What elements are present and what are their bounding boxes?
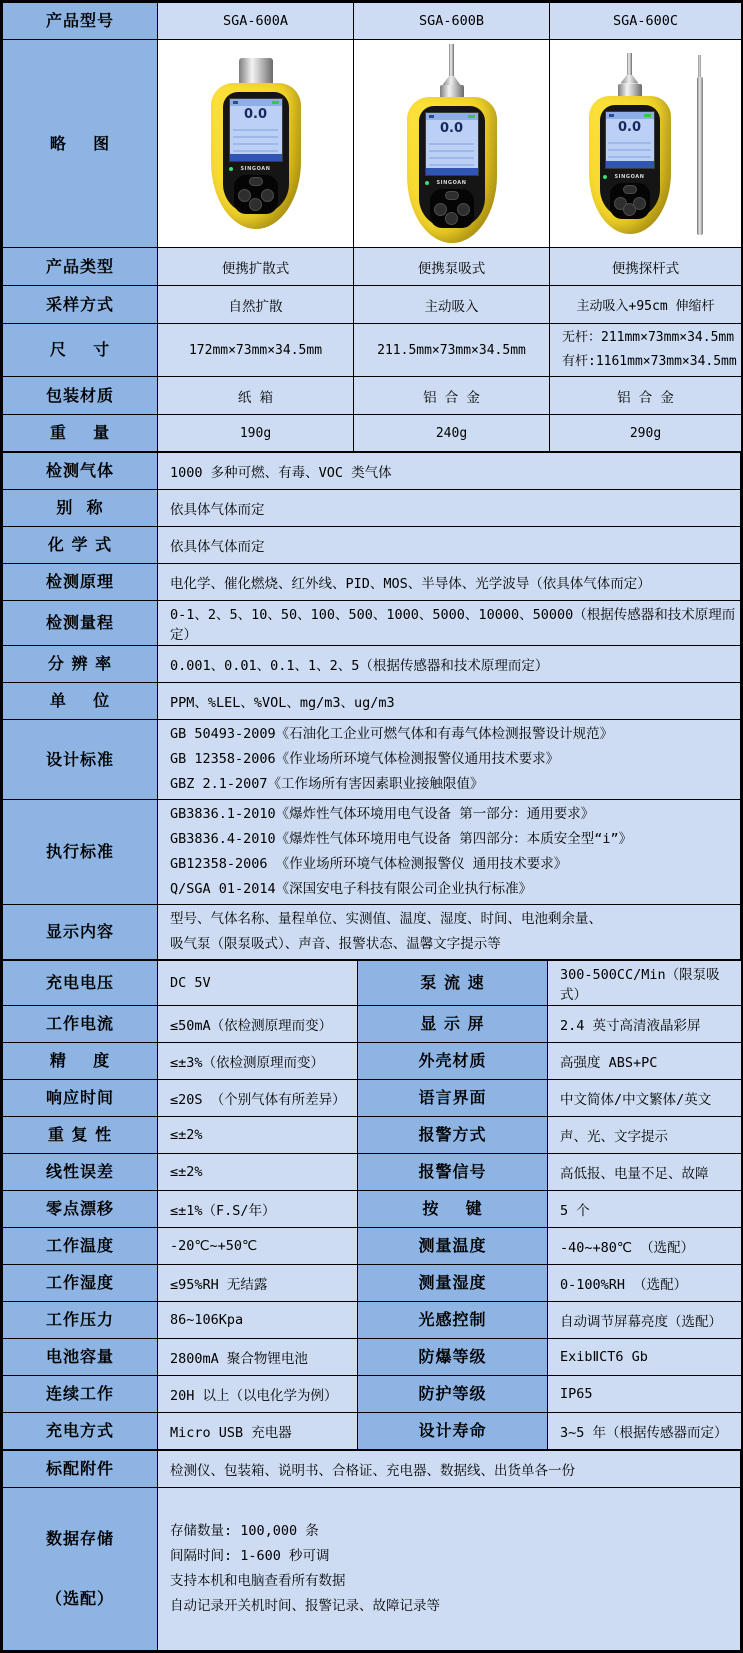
data-storage-line: 支持本机和电脑查看所有数据 <box>170 1573 346 1589</box>
table-row <box>3 1228 742 1265</box>
table-row <box>3 683 741 720</box>
probe-cone-icon <box>621 75 639 84</box>
label-measure-humidity: 测量湿度 <box>358 1265 548 1302</box>
value-working-pressure: 86~106Kpa <box>158 1302 358 1339</box>
screen-reading: 0.0 <box>617 119 642 135</box>
label-product-model: 产品型号 <box>3 3 158 40</box>
data-storage-label-line: 数据存储 <box>45 1529 114 1548</box>
value-exec-standard <box>158 800 741 905</box>
standard-line: GB3836.4-2010《爆炸性气体环境用电气设备 第四部分：本质安全型“i”》 <box>170 831 633 847</box>
table-row <box>3 961 742 1006</box>
key-button <box>623 185 637 194</box>
table-row <box>3 3 742 40</box>
value-packaging-b: 铝 合 金 <box>354 377 550 415</box>
pump-probe-icon <box>449 44 454 76</box>
screen-reading: 0.0 <box>439 121 464 136</box>
value-detect-range: 0-1、2、5、10、50、100、500、1000、5000、10000、50000（根据传感器和技术原理而定） <box>158 601 741 646</box>
table-row <box>3 1339 742 1376</box>
value-response-time: ≤20S （个别气体有所差异） <box>158 1080 358 1117</box>
value-charge-method: Micro USB 充电器 <box>158 1413 358 1450</box>
label-dimensions: 尺 寸 <box>3 324 158 377</box>
value-dimensions-a: 172mm×73mm×34.5mm <box>158 324 354 377</box>
table-row <box>3 377 742 415</box>
value-model-b: SGA-600B <box>354 3 550 40</box>
value-repeatability: ≤±2% <box>158 1117 358 1154</box>
label-measure-temp: 测量温度 <box>358 1228 548 1265</box>
probe-cone-icon <box>443 76 461 85</box>
value-explosion-rating: ExibⅡCT6 Gb <box>548 1339 742 1376</box>
table-row <box>3 646 741 683</box>
table-row <box>3 453 741 490</box>
table-row <box>3 1080 742 1117</box>
sensor-cap-icon <box>239 58 273 86</box>
table-row <box>3 1191 742 1228</box>
label-keys: 按 键 <box>358 1191 548 1228</box>
device-body <box>407 97 497 243</box>
label-exec-standard: 执行标准 <box>3 800 158 905</box>
label-repeatability: 重 复 性 <box>3 1117 158 1154</box>
table-row <box>3 1154 742 1191</box>
table-row <box>3 1376 742 1413</box>
value-sampling-b: 主动吸入 <box>354 286 550 324</box>
led-indicator-icon <box>603 175 607 179</box>
led-indicator-icon <box>229 167 233 171</box>
value-sampling-c: 主动吸入+95cm 伸缩杆 <box>550 286 742 324</box>
device-image-sga-600c <box>589 53 671 234</box>
standard-line: GB3836.1-2010《爆炸性气体环境用电气设备 第一部分：通用要求》 <box>170 806 595 822</box>
value-product-type-b: 便携泵吸式 <box>354 248 550 286</box>
label-weight: 重 量 <box>3 415 158 452</box>
battery-icon <box>468 115 475 118</box>
value-resolution: 0.001、0.01、0.1、1、2、5（根据传感器和技术原理而定） <box>158 646 741 683</box>
standard-line: GB 50493-2009《石油化工企业可燃气体和有毒气体检测报警设计规范》 <box>170 726 614 742</box>
table-row <box>3 1265 742 1302</box>
label-detect-principle: 检测原理 <box>3 564 158 601</box>
value-alarm-mode: 声、光、文字提示 <box>548 1117 742 1154</box>
key-button <box>457 203 470 216</box>
table-row <box>3 1488 741 1651</box>
label-detect-range: 检测量程 <box>3 601 158 646</box>
value-alarm-signal: 高低报、电量不足、故障 <box>548 1154 742 1191</box>
table-row <box>3 286 742 324</box>
label-product-type: 产品类型 <box>3 248 158 286</box>
label-response-time: 响应时间 <box>3 1080 158 1117</box>
value-working-humidity: ≤95%RH 无结露 <box>158 1265 358 1302</box>
value-chemical-formula: 依具体气体而定 <box>158 527 741 564</box>
value-sampling-a: 自然扩散 <box>158 286 354 324</box>
led-indicator-icon <box>425 181 429 185</box>
value-weight-c: 290g <box>550 415 742 452</box>
label-zero-drift: 零点漂移 <box>3 1191 158 1228</box>
device-body <box>589 96 671 234</box>
label-working-current: 工作电流 <box>3 1006 158 1043</box>
label-design-standard: 设计标准 <box>3 720 158 800</box>
value-model-a: SGA-600A <box>158 3 354 40</box>
label-display-screen: 显 示 屏 <box>358 1006 548 1043</box>
sketch-cell-b <box>354 40 550 248</box>
value-unit: PPM、%LEL、%VOL、mg/m3、ug/m3 <box>158 683 741 720</box>
dimension-line: 无杆：211mm×73mm×34.5mm <box>562 330 735 345</box>
table-row <box>3 564 741 601</box>
value-packaging-c: 铝 合 金 <box>550 377 742 415</box>
value-display-screen: 2.4 英寸高清液晶彩屏 <box>548 1006 742 1043</box>
screen-reading: 0.0 <box>243 107 268 122</box>
battery-icon <box>644 114 651 117</box>
table-row <box>3 1117 742 1154</box>
value-zero-drift: ≤±1%（F.S/年） <box>158 1191 358 1228</box>
data-storage-line: 间隔时间: 1-600 秒可调 <box>170 1548 330 1564</box>
label-display-content: 显示内容 <box>3 905 158 960</box>
device-image-sga-600a <box>211 58 301 229</box>
signal-icon <box>609 114 614 117</box>
table-row <box>3 490 741 527</box>
key-button <box>445 212 458 225</box>
table-row <box>3 415 742 452</box>
data-storage-line: 自动记录开关机时间、报警记录、故障记录等 <box>170 1598 440 1614</box>
label-battery-capacity: 电池容量 <box>3 1339 158 1376</box>
label-alarm-mode: 报警方式 <box>358 1117 548 1154</box>
value-shell-material: 高强度 ABS+PC <box>548 1043 742 1080</box>
value-data-storage <box>158 1488 741 1651</box>
value-alias: 依具体气体而定 <box>158 490 741 527</box>
label-alarm-signal: 报警信号 <box>358 1154 548 1191</box>
value-product-type-a: 便携扩散式 <box>158 248 354 286</box>
brand-label: SINGOAN <box>436 180 467 187</box>
label-pump-flow: 泵 流 速 <box>358 961 548 1006</box>
value-accessories: 检测仪、包装箱、说明书、合格证、充电器、数据线、出货单各一份 <box>158 1451 741 1488</box>
product-comparison-table <box>2 2 742 452</box>
brand-label: SINGOAN <box>614 173 645 180</box>
table-row <box>3 1302 742 1339</box>
value-accuracy: ≤±3%（依检测原理而变） <box>158 1043 358 1080</box>
value-working-current: ≤50mA（依检测原理而变） <box>158 1006 358 1043</box>
data-storage-line: 存储数量: 100,000 条 <box>170 1523 319 1539</box>
pump-probe-icon <box>627 53 632 75</box>
lcd-screen <box>425 112 479 176</box>
label-charge-method: 充电方式 <box>3 1413 158 1450</box>
label-resolution: 分 辨 率 <box>3 646 158 683</box>
label-unit: 单 位 <box>3 683 158 720</box>
value-detect-gas: 1000 多种可燃、有毒、VOC 类气体 <box>158 453 741 490</box>
keypad <box>234 175 278 214</box>
key-button <box>623 203 636 216</box>
value-language-ui: 中文简体/中文繁体/英文 <box>548 1080 742 1117</box>
label-working-humidity: 工作湿度 <box>3 1265 158 1302</box>
lcd-screen <box>229 98 283 162</box>
label-light-control: 光感控制 <box>358 1302 548 1339</box>
screen-status-bar <box>426 168 478 175</box>
value-dimensions-c <box>550 324 742 377</box>
value-keys: 5 个 <box>548 1191 742 1228</box>
label-sketch: 略 图 <box>3 40 158 248</box>
label-accuracy: 精 度 <box>3 1043 158 1080</box>
screen-info-rows <box>233 124 279 153</box>
label-data-storage <box>3 1488 158 1651</box>
detail-spec-table <box>2 960 742 1450</box>
label-alias: 别 称 <box>3 490 158 527</box>
lcd-screen <box>605 111 655 170</box>
value-measure-temp: -40~+80℃ （选配） <box>548 1228 742 1265</box>
value-continuous-work: 20H 以上（以电化学为例） <box>158 1376 358 1413</box>
label-explosion-rating: 防爆等级 <box>358 1339 548 1376</box>
screen-status-bar <box>606 161 654 168</box>
standard-line: GBZ 2.1-2007《工作场所有害因素职业接触限值》 <box>170 776 484 792</box>
value-detect-principle: 电化学、催化燃烧、红外线、PID、MOS、半导体、光学波导（依具体气体而定） <box>158 564 741 601</box>
value-working-temp: -20℃~+50℃ <box>158 1228 358 1265</box>
key-button <box>434 203 447 216</box>
table-row <box>3 324 742 377</box>
value-model-c: SGA-600C <box>550 3 742 40</box>
standard-line: GB 12358-2006《作业场所环境气体检测报警仪通用技术要求》 <box>170 751 560 767</box>
screen-status-bar <box>230 154 282 161</box>
label-sampling-method: 采样方式 <box>3 286 158 324</box>
value-design-standard <box>158 720 741 800</box>
sketch-cell-c <box>550 40 742 248</box>
standard-line: GB12358-2006 《作业场所环境气体检测报警仪 通用技术要求》 <box>170 856 568 872</box>
display-content-line: 吸气泵（限泵吸式）、声音、报警状态、温馨文字提示等 <box>170 936 501 952</box>
label-continuous-work: 连续工作 <box>3 1376 158 1413</box>
key-button <box>249 177 263 186</box>
value-display-content <box>158 905 741 960</box>
key-button <box>445 191 459 200</box>
keypad <box>430 189 474 228</box>
label-shell-material: 外壳材质 <box>358 1043 548 1080</box>
value-protection-rating: IP65 <box>548 1376 742 1413</box>
table-row <box>3 720 741 800</box>
standard-line: Q/SGA 01-2014《深国安电子科技有限公司企业执行标准》 <box>170 881 533 897</box>
sketch-cell-a <box>158 40 354 248</box>
table-row <box>3 1006 742 1043</box>
value-weight-a: 190g <box>158 415 354 452</box>
label-language-ui: 语言界面 <box>358 1080 548 1117</box>
display-content-line: 型号、气体名称、量程单位、实测值、温度、湿度、时间、电池剩余量、 <box>170 911 602 927</box>
label-chemical-formula: 化 学 式 <box>3 527 158 564</box>
telescopic-rod-icon <box>697 77 703 235</box>
device-image-sga-600b <box>407 44 497 243</box>
value-design-life: 3~5 年（根据传感器而定） <box>548 1413 742 1450</box>
table-row <box>3 1451 741 1488</box>
keypad <box>610 183 650 218</box>
bottom-table <box>2 1450 741 1651</box>
label-working-temp: 工作温度 <box>3 1228 158 1265</box>
data-storage-label-line: （选配） <box>45 1589 114 1608</box>
value-packaging-a: 纸 箱 <box>158 377 354 415</box>
screen-info-rows <box>608 137 650 161</box>
table-row <box>3 601 741 646</box>
label-working-pressure: 工作压力 <box>3 1302 158 1339</box>
value-product-type-c: 便携探杆式 <box>550 248 742 286</box>
brand-label: SINGOAN <box>240 166 271 173</box>
table-row <box>3 1413 742 1450</box>
label-design-life: 设计寿命 <box>358 1413 548 1450</box>
value-linearity-error: ≤±2% <box>158 1154 358 1191</box>
table-row <box>3 800 741 905</box>
label-linearity-error: 线性误差 <box>3 1154 158 1191</box>
label-charge-voltage: 充电电压 <box>3 961 158 1006</box>
table-row <box>3 248 742 286</box>
screen-info-rows <box>429 138 475 167</box>
value-dimensions-b: 211.5mm×73mm×34.5mm <box>354 324 550 377</box>
signal-icon <box>233 101 238 104</box>
dimension-line: 有杆:1161mm×73mm×34.5mm <box>562 354 737 369</box>
value-charge-voltage: DC 5V <box>158 961 358 1006</box>
value-weight-b: 240g <box>354 415 550 452</box>
device-body <box>211 83 301 229</box>
battery-icon <box>272 101 279 104</box>
table-row <box>3 40 742 248</box>
label-accessories: 标配附件 <box>3 1451 158 1488</box>
value-battery-capacity: 2800mA 聚合物锂电池 <box>158 1339 358 1376</box>
signal-icon <box>429 115 434 118</box>
general-spec-table <box>2 452 741 960</box>
telescopic-rod-tip <box>698 55 701 77</box>
table-row <box>3 527 741 564</box>
table-row <box>3 1043 742 1080</box>
key-button <box>238 189 251 202</box>
label-detect-gas: 检测气体 <box>3 453 158 490</box>
key-button <box>261 189 274 202</box>
table-row <box>3 905 741 960</box>
value-light-control: 自动调节屏幕亮度（选配） <box>548 1302 742 1339</box>
label-protection-rating: 防护等级 <box>358 1376 548 1413</box>
value-pump-flow: 300-500CC/Min（限泵吸式） <box>548 961 742 1006</box>
label-packaging: 包装材质 <box>3 377 158 415</box>
key-button <box>249 198 262 211</box>
value-measure-humidity: 0-100%RH （选配） <box>548 1265 742 1302</box>
